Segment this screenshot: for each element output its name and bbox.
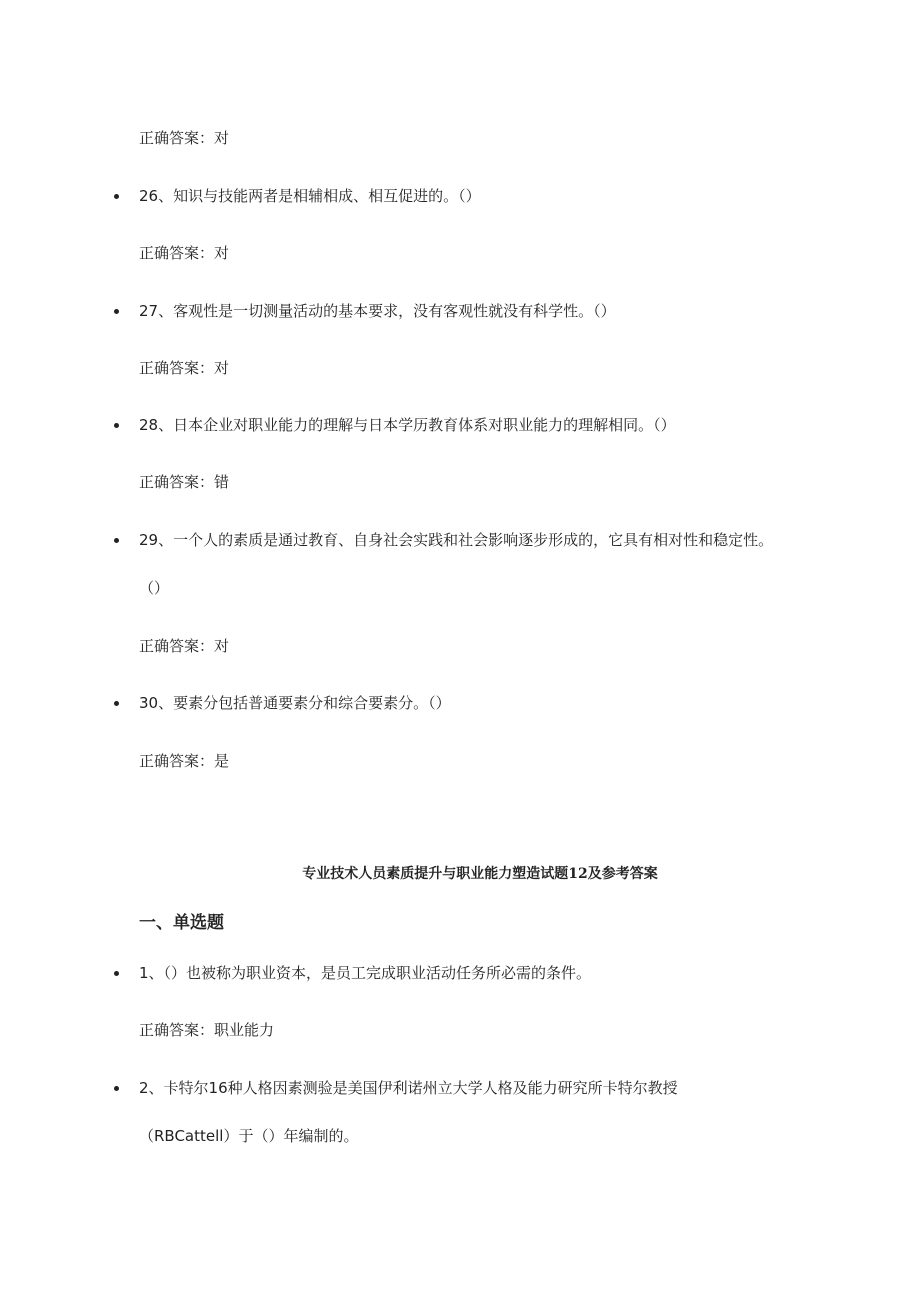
question-text: 1、（）也被称为职业资本，是员工完成职业活动任务所必需的条件。 — [139, 964, 592, 982]
question-continuation: （） — [139, 579, 170, 597]
bullet-icon — [114, 194, 119, 199]
bullet-icon — [114, 309, 119, 314]
question-text: 27、客观性是一切测量活动的基本要求，没有客观性就没有科学性。（） — [139, 302, 616, 320]
answer-line: 正确答案：对 — [139, 129, 230, 147]
bullet-icon — [114, 423, 119, 428]
bullet-icon — [114, 701, 119, 706]
answer-line: 正确答案：错 — [139, 473, 230, 491]
document-title: 专业技术人员素质提升与职业能力塑造试题12及参考答案 — [302, 866, 658, 882]
question-text: 26、知识与技能两者是相辅相成、相互促进的。（） — [139, 187, 481, 205]
answer-line: 正确答案：是 — [139, 752, 230, 770]
question-continuation: （RBCattell）于（）年编制的。 — [139, 1127, 359, 1145]
section-heading: 一、单选题 — [139, 913, 224, 933]
question-text: 28、日本企业对职业能力的理解与日本学历教育体系对职业能力的理解相同。（） — [139, 416, 676, 434]
answer-line: 正确答案：对 — [139, 637, 230, 655]
question-text: 2、卡特尔16种人格因素测验是美国伊利诺州立大学人格及能力研究所卡特尔教授 — [139, 1079, 678, 1097]
answer-line: 正确答案：对 — [139, 359, 230, 377]
answer-line: 正确答案：对 — [139, 244, 230, 262]
question-text: 30、要素分包括普通要素分和综合要素分。（） — [139, 694, 451, 712]
question-text: 29、一个人的素质是通过教育、自身社会实践和社会影响逐步形成的，它具有相对性和稳定性。 — [139, 531, 774, 549]
bullet-icon — [114, 1086, 119, 1091]
answer-line: 正确答案：职业能力 — [139, 1021, 275, 1039]
bullet-icon — [114, 971, 119, 976]
bullet-icon — [114, 538, 119, 543]
